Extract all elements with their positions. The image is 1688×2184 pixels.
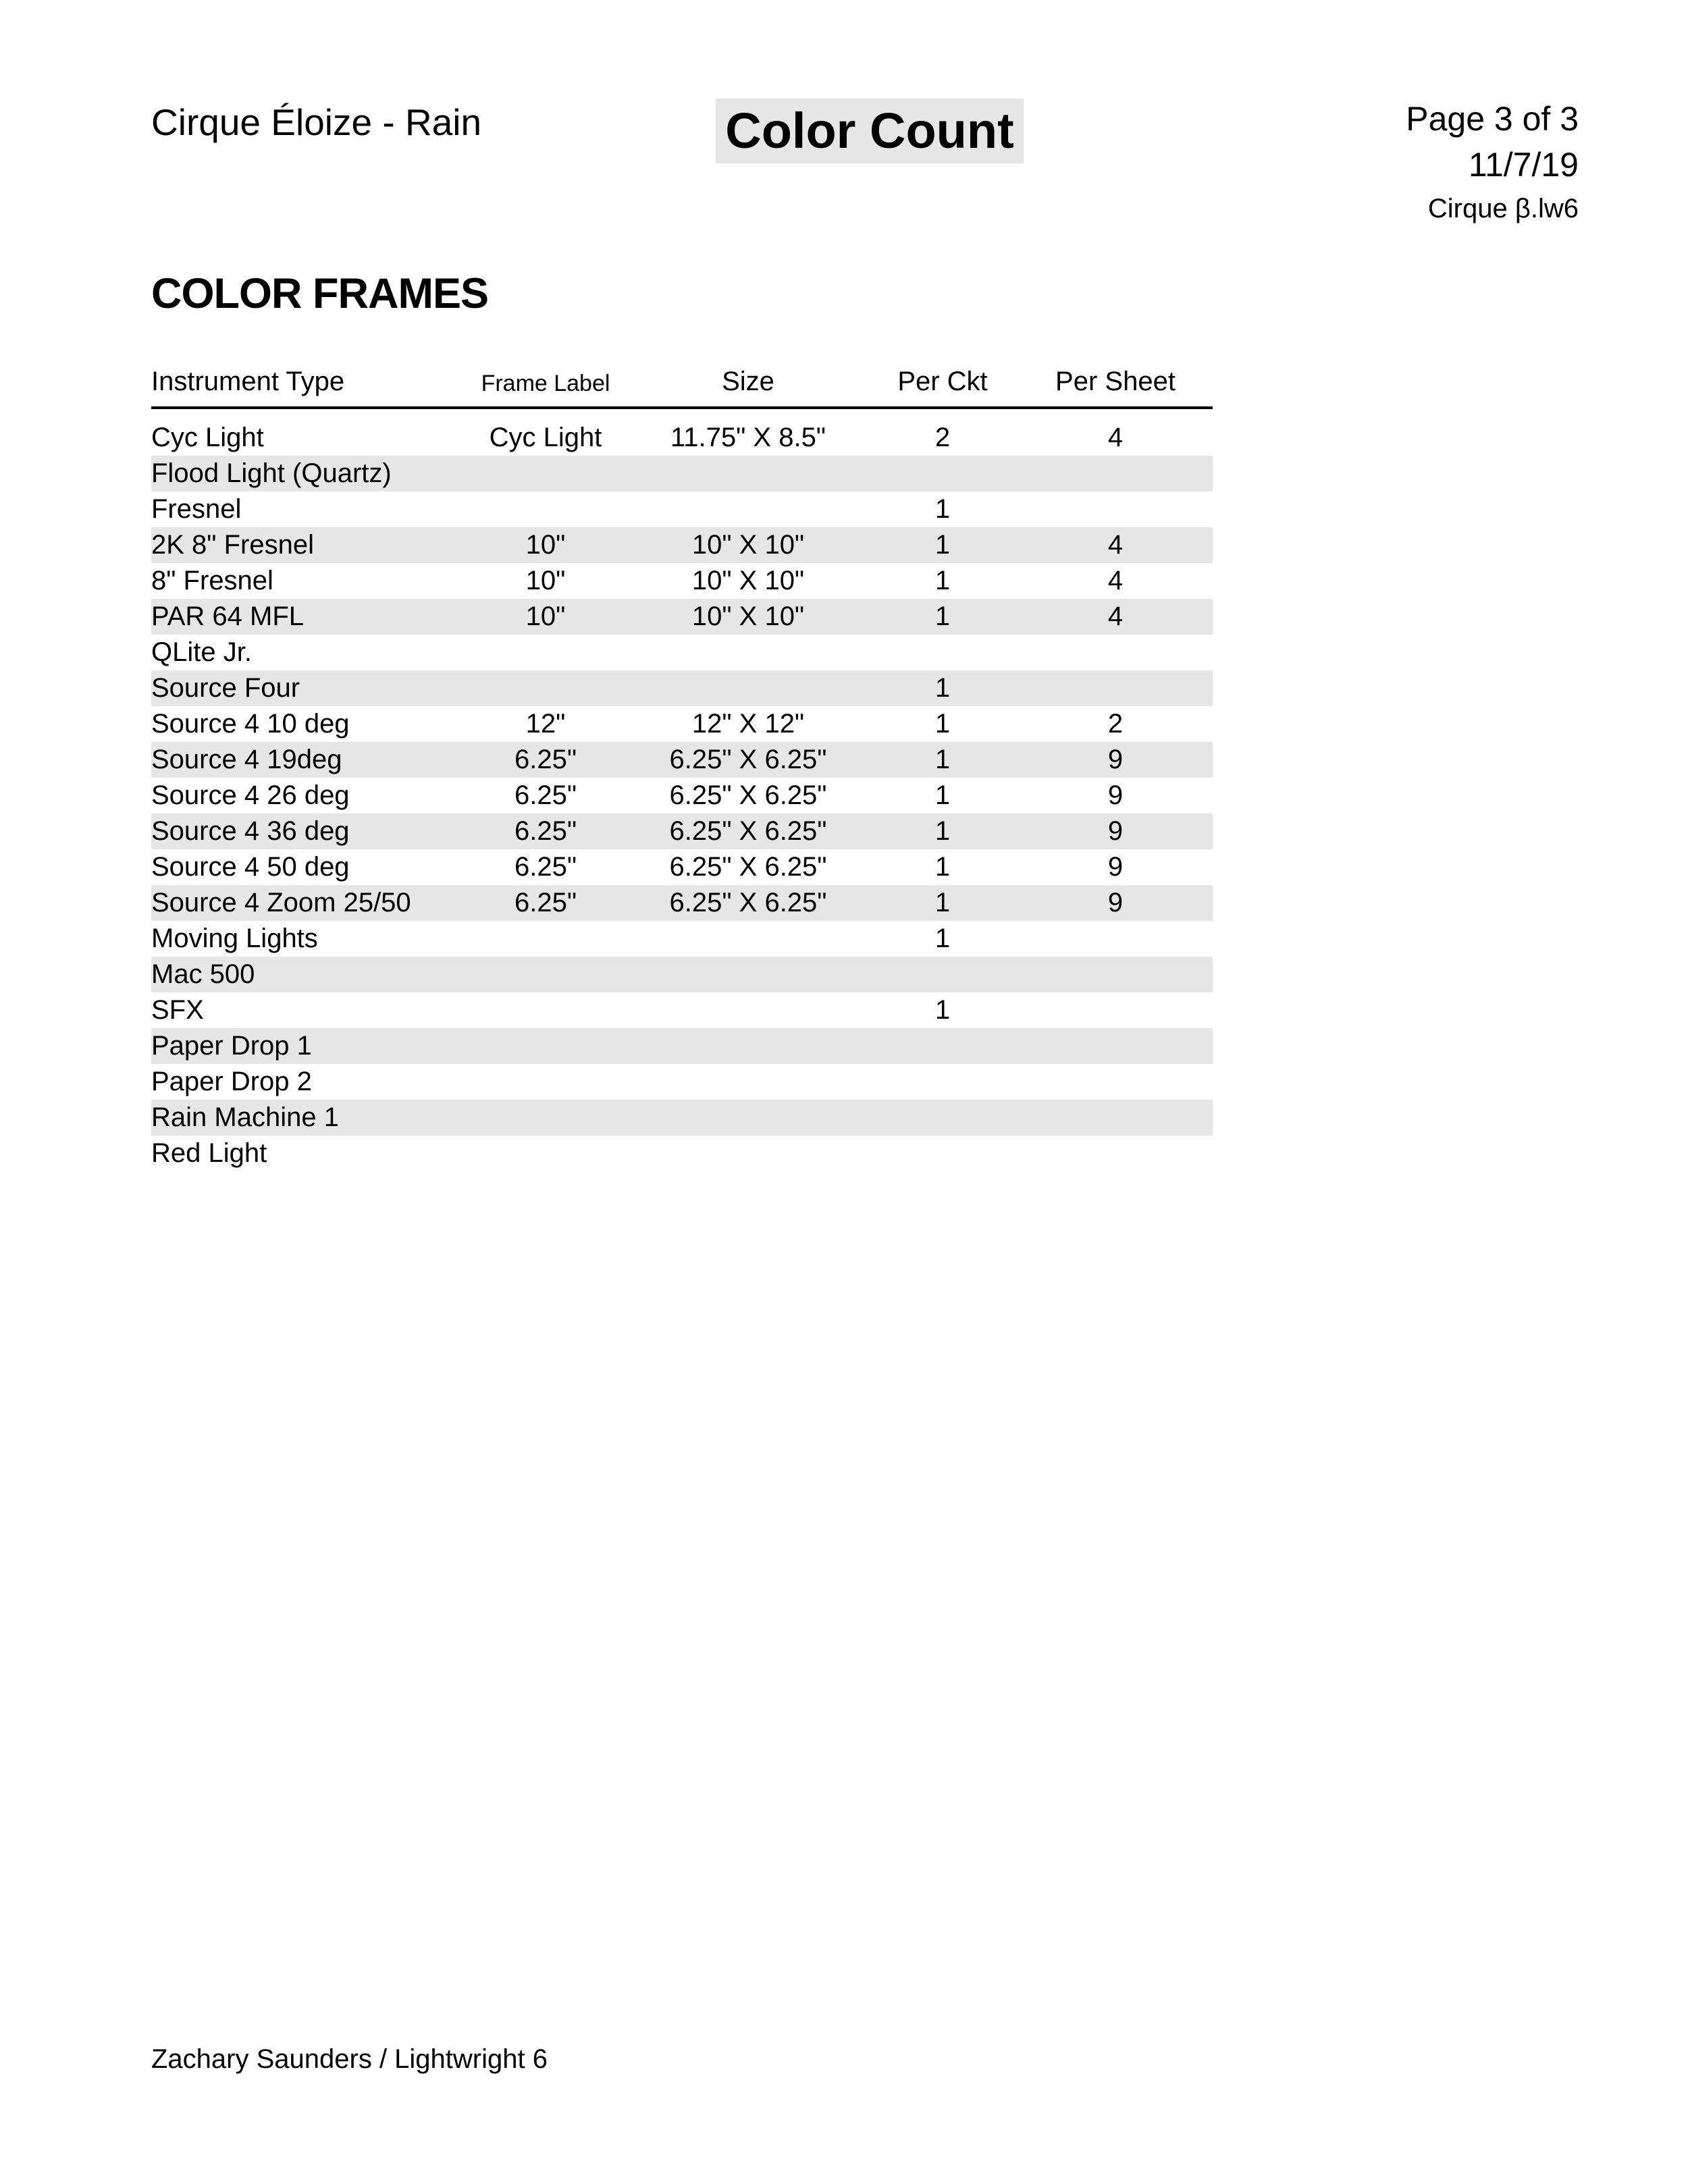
size-cell: 6.25" X 6.25" [669, 852, 827, 882]
size-cell [629, 921, 867, 957]
per-ckt-cell: 1 [934, 566, 951, 595]
frame-label-cell [462, 1100, 629, 1136]
frame-label-cell [462, 1028, 629, 1064]
footer-credit: Zachary Saunders / Lightwright 6 [151, 2044, 548, 2074]
per-sheet-cell [1018, 1064, 1213, 1100]
per-ckt-cell: 1 [934, 924, 951, 953]
size-cell: 6.25" X 6.25" [629, 742, 867, 778]
size-cell [629, 992, 867, 1028]
frame-label-cell [462, 921, 629, 957]
per-ckt-cell: 1 [934, 494, 951, 524]
column-header-per-sheet: Per Sheet [1018, 351, 1213, 408]
table-row [151, 599, 1213, 635]
instrument-type-cell: Source 4 Zoom 25/50 [151, 885, 462, 921]
per-sheet-cell [1018, 670, 1213, 706]
show-title: Cirque Éloize - Rain [151, 101, 482, 143]
page-number: Page 3 of 3 [1406, 100, 1579, 138]
per-ckt-cell: 1 [934, 780, 951, 810]
size-cell [629, 635, 867, 670]
per-ckt-cell: 1 [867, 742, 1018, 778]
size-cell: 12" X 12" [691, 709, 805, 739]
per-sheet-cell: 9 [1107, 852, 1124, 882]
size-cell [629, 1064, 867, 1100]
table-row [151, 420, 1213, 456]
frame-label-cell: 10" [462, 527, 629, 563]
instrument-type-cell: 8" Fresnel [151, 566, 273, 595]
table-row [151, 1064, 1213, 1100]
per-ckt-cell [867, 635, 1018, 670]
per-sheet-cell [1018, 456, 1213, 491]
per-ckt-cell: 1 [934, 995, 951, 1025]
instrument-type-cell: Rain Machine 1 [151, 1100, 462, 1136]
frame-label-cell [462, 670, 629, 706]
instrument-type-cell: Source Four [151, 670, 462, 706]
frame-label-cell [462, 957, 629, 992]
per-ckt-cell: 1 [867, 814, 1018, 849]
instrument-type-cell: QLite Jr. [151, 637, 252, 667]
section-heading: COLOR FRAMES [151, 270, 488, 317]
instrument-type-cell: Paper Drop 2 [151, 1067, 312, 1096]
page-info [1406, 96, 1579, 230]
size-cell [629, 491, 867, 527]
size-cell: 6.25" X 6.25" [669, 780, 827, 810]
per-ckt-cell [867, 456, 1018, 491]
size-cell: 10" X 10" [691, 566, 805, 595]
table-header-row [151, 351, 1213, 408]
per-ckt-cell [867, 1064, 1018, 1100]
size-cell [629, 957, 867, 992]
size-cell [629, 670, 867, 706]
frame-label-cell: Cyc Light [489, 423, 602, 452]
size-cell [629, 1028, 867, 1064]
per-sheet-cell: 2 [1107, 709, 1124, 739]
per-sheet-cell [1018, 1028, 1213, 1064]
per-sheet-cell [1018, 1100, 1213, 1136]
table-row [151, 957, 1213, 992]
column-header-per-ckt: Per Ckt [867, 351, 1018, 408]
instrument-type-cell: 2K 8" Fresnel [151, 527, 462, 563]
file-name: Cirque β.lw6 [1427, 194, 1579, 223]
size-cell [629, 1136, 867, 1171]
instrument-type-cell: Source 4 26 deg [151, 780, 350, 810]
instrument-type-cell: Red Light [151, 1138, 267, 1168]
table-row [151, 742, 1213, 778]
table-row [151, 670, 1213, 706]
table-row [151, 885, 1213, 921]
table-spacer-row [151, 408, 1213, 420]
per-sheet-cell: 4 [1107, 566, 1124, 595]
size-cell: 11.75" X 8.5" [670, 423, 826, 452]
per-sheet-cell: 4 [1107, 423, 1124, 452]
per-sheet-cell: 9 [1018, 742, 1213, 778]
table-row [151, 563, 1213, 599]
per-ckt-cell: 1 [934, 852, 951, 882]
table-row [151, 1136, 1213, 1171]
table-row [151, 814, 1213, 849]
instrument-type-cell: SFX [151, 995, 204, 1025]
instrument-type-cell: Source 4 10 deg [151, 709, 350, 739]
per-ckt-cell: 2 [934, 423, 951, 452]
frame-label-cell: 6.25" [514, 780, 577, 810]
instrument-type-cell: Source 4 50 deg [151, 852, 350, 882]
per-sheet-cell: 4 [1018, 527, 1213, 563]
report-title: Color Count [716, 99, 1024, 163]
per-ckt-cell: 1 [867, 885, 1018, 921]
table-row [151, 527, 1213, 563]
frame-label-cell: 6.25" [514, 852, 577, 882]
table-row [151, 706, 1213, 742]
frame-label-cell: 10" [462, 599, 629, 635]
size-cell: 6.25" X 6.25" [629, 885, 867, 921]
table-row [151, 992, 1213, 1028]
frame-label-cell [462, 491, 629, 527]
frame-label-cell [462, 635, 629, 670]
per-sheet-cell: 9 [1107, 780, 1124, 810]
instrument-type-cell: Source 4 19deg [151, 742, 462, 778]
column-header-size: Size [629, 351, 867, 408]
color-frames-table [151, 351, 1213, 1171]
size-cell: 10" X 10" [629, 527, 867, 563]
per-sheet-cell [1018, 635, 1213, 670]
per-sheet-cell: 9 [1018, 885, 1213, 921]
color-frames-table-container [151, 351, 1213, 1171]
per-sheet-cell [1018, 1136, 1213, 1171]
instrument-type-cell: PAR 64 MFL [151, 599, 462, 635]
frame-label-cell [462, 1136, 629, 1171]
per-ckt-cell [867, 1136, 1018, 1171]
per-sheet-cell: 9 [1018, 814, 1213, 849]
frame-label-cell [462, 992, 629, 1028]
per-ckt-cell: 1 [934, 709, 951, 739]
per-sheet-cell [1018, 491, 1213, 527]
per-ckt-cell [867, 957, 1018, 992]
table-body [151, 408, 1213, 1171]
per-ckt-cell [867, 1100, 1018, 1136]
per-sheet-cell: 4 [1018, 599, 1213, 635]
frame-label-cell: 12" [525, 709, 566, 739]
size-cell [629, 1100, 867, 1136]
table-row [151, 921, 1213, 957]
per-sheet-cell [1018, 921, 1213, 957]
size-cell [629, 456, 867, 491]
print-date: 11/7/19 [1468, 146, 1579, 184]
frame-label-cell: 6.25" [462, 885, 629, 921]
instrument-type-cell: Flood Light (Quartz) [151, 456, 462, 491]
instrument-type-cell: Cyc Light [151, 423, 264, 452]
per-ckt-cell: 1 [867, 599, 1018, 635]
frame-label-cell: 6.25" [462, 742, 629, 778]
table-row [151, 1100, 1213, 1136]
instrument-type-cell: Paper Drop 1 [151, 1028, 462, 1064]
table-row [151, 491, 1213, 527]
table-row [151, 1028, 1213, 1064]
frame-label-cell: 6.25" [462, 814, 629, 849]
column-header-frame-label: Frame Label [462, 351, 629, 408]
frame-label-cell [462, 1064, 629, 1100]
per-ckt-cell [867, 1028, 1018, 1064]
per-ckt-cell: 1 [867, 527, 1018, 563]
size-cell: 10" X 10" [629, 599, 867, 635]
table-row [151, 778, 1213, 814]
per-sheet-cell [1018, 992, 1213, 1028]
frame-label-cell: 10" [525, 566, 566, 595]
per-sheet-cell [1018, 957, 1213, 992]
table-row [151, 635, 1213, 670]
frame-label-cell [462, 456, 629, 491]
table-row [151, 849, 1213, 885]
per-ckt-cell: 1 [867, 670, 1018, 706]
instrument-type-cell: Source 4 36 deg [151, 814, 462, 849]
size-cell: 6.25" X 6.25" [629, 814, 867, 849]
instrument-type-cell: Fresnel [151, 494, 242, 524]
column-header-instrument-type: Instrument Type [151, 351, 462, 408]
instrument-type-cell: Moving Lights [151, 924, 318, 953]
instrument-type-cell: Mac 500 [151, 957, 462, 992]
table-row [151, 456, 1213, 491]
